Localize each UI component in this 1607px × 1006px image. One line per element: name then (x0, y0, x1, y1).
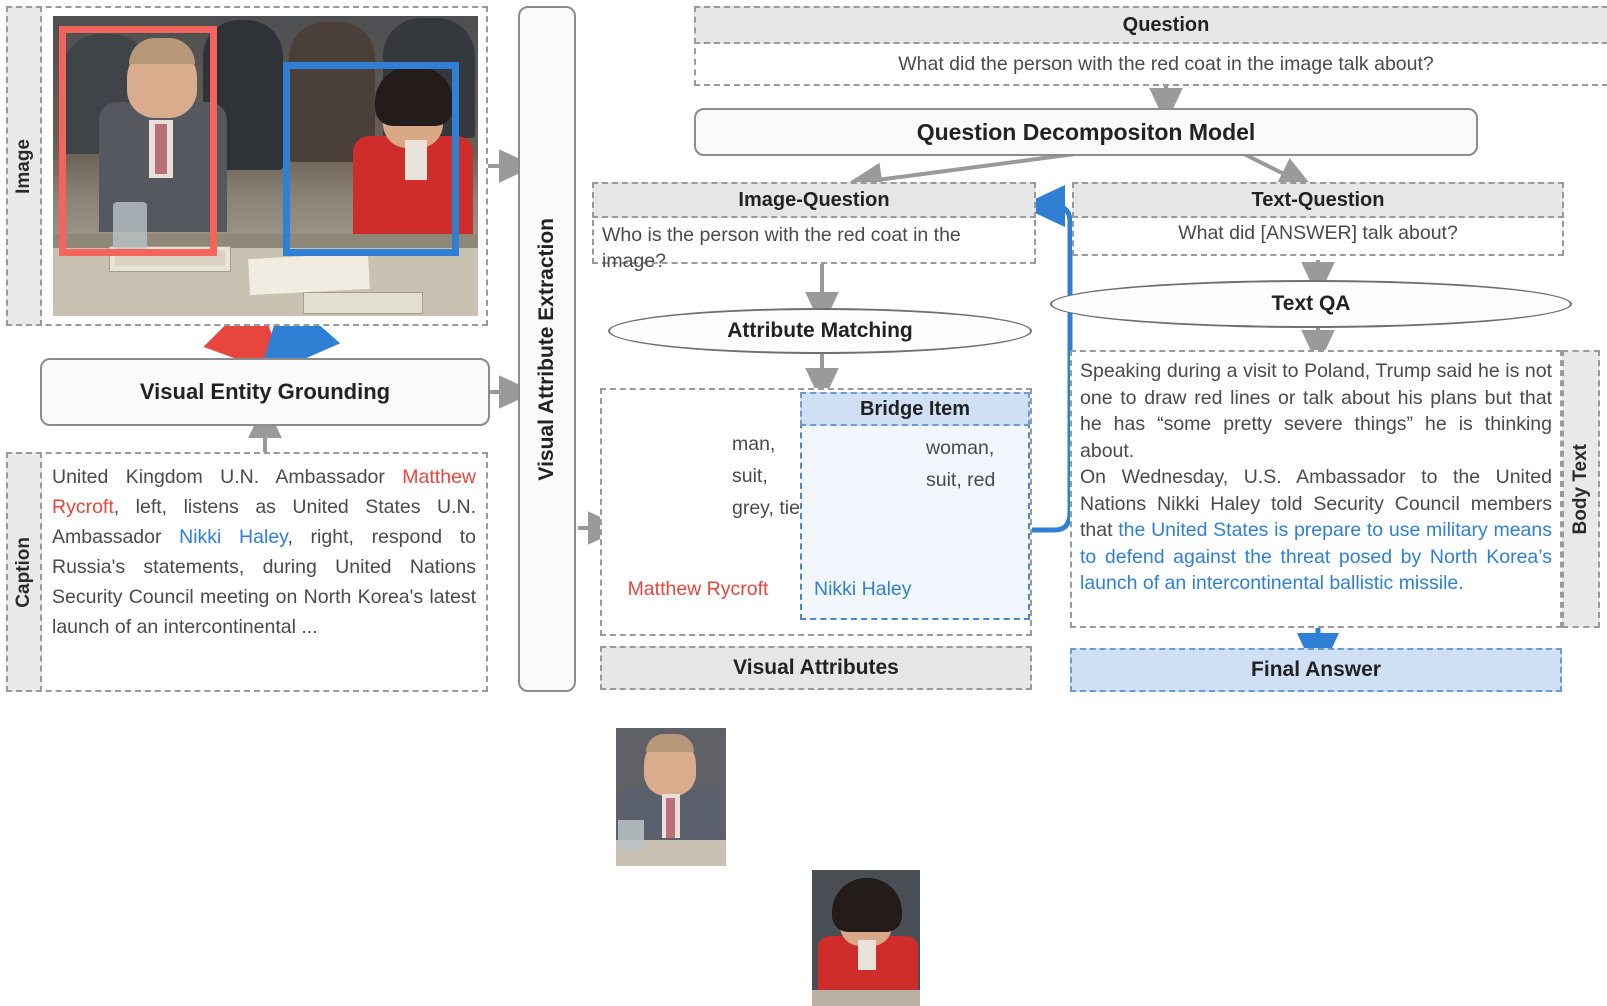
attribute-right-name-value: Nikki Haley (814, 578, 912, 600)
attribute-matching-label: Attribute Matching (727, 319, 913, 342)
blue-bounding-box (283, 62, 459, 256)
red-bounding-box (59, 26, 217, 256)
caption-entity-nikki-haley: Nikki Haley (179, 526, 288, 548)
body-text-paragraph-1: Speaking during a visit to Poland, Trump said he is not one to draw red lines or talk about his plans but that he has “some pretty severe things” he is thinking about. (1080, 360, 1552, 462)
body-text-paragraph-2-plain: On Wednesday, U.S. Ambassador to the United Nations Nikki Haley told Security Council members that (1080, 466, 1552, 541)
text-question-text-value: What did [ANSWER] talk about? (1178, 222, 1458, 244)
caption-section-label (6, 452, 42, 692)
attribute-left-name-value: Matthew Rycroft (627, 578, 769, 600)
visual-attribute-extraction-label: Visual Attribute Extraction (535, 217, 558, 481)
question-header-label: Question (1122, 13, 1210, 36)
attribute-matching-node (608, 308, 1032, 354)
final-answer-box (1070, 648, 1562, 692)
text-qa-label: Text QA (1271, 292, 1351, 315)
news-photo (53, 16, 478, 316)
question-decomposition-model-label: Question Decompositon Model (916, 118, 1256, 145)
bridge-item-header-label: Bridge Item (859, 397, 971, 420)
caption-entity-matthew-rycroft: Matthew Rycroft (52, 466, 476, 518)
caption-part-2: , left, listens as United States U.N. Ambassador (52, 496, 476, 548)
visual-entity-grounding-label: Visual Entity Grounding (139, 379, 391, 404)
body-text-content (1080, 358, 1552, 620)
caption-text (52, 462, 476, 684)
image-question-header (592, 182, 1036, 218)
attribute-right-attrs (926, 432, 1022, 496)
image-question-header-label: Image-Question (738, 188, 890, 211)
attribute-right-attrs-value: woman, suit, red (926, 437, 996, 491)
image-section-label-text: Image (13, 138, 34, 194)
question-decomposition-model-box (694, 108, 1478, 156)
image-question-text (602, 222, 1026, 274)
body-text-section-label (1562, 350, 1600, 628)
bridge-item-header (800, 392, 1030, 426)
attribute-left-name (612, 578, 784, 601)
attribute-right-name (806, 578, 986, 601)
attribute-crop-right (812, 870, 920, 1006)
text-qa-node (1050, 280, 1572, 328)
text-question-header (1072, 182, 1564, 218)
visual-entity-grounding-box (40, 358, 490, 426)
caption-part-1: United Kingdom U.N. Ambassador (52, 466, 403, 488)
attribute-left-attrs-value: man, suit, grey, tie (732, 433, 800, 519)
caption-part-3: , right, respond to Russia's statements, during United Nations Security Council meeting on North Korea's latest launch of an intercontinental ... (52, 526, 476, 638)
question-header (694, 6, 1607, 44)
question-text (700, 46, 1607, 82)
visual-attributes-footer (600, 646, 1032, 690)
caption-section-label-text: Caption (13, 536, 34, 608)
body-text-answer-highlight: the United States is prepare to use military means to defend against the threat posed by North Korea’s launch of an intercontinental ballistic missile. (1080, 519, 1552, 594)
text-question-text (1082, 222, 1554, 245)
body-text-section-label-text: Body Text (1570, 443, 1591, 535)
text-question-header-label: Text-Question (1251, 188, 1385, 211)
attribute-crop-left (616, 728, 726, 866)
visual-attribute-extraction-box (518, 6, 576, 692)
image-section-label (6, 6, 42, 326)
final-answer-label: Final Answer (1251, 658, 1381, 681)
question-text-value: What did the person with the red coat in the image talk about? (898, 52, 1434, 75)
attribute-left-attrs (732, 428, 806, 524)
visual-attributes-footer-label: Visual Attributes (733, 656, 899, 679)
body-text-paragraph-2 (1080, 464, 1552, 597)
image-question-text-value: Who is the person with the red coat in the image? (602, 224, 961, 272)
